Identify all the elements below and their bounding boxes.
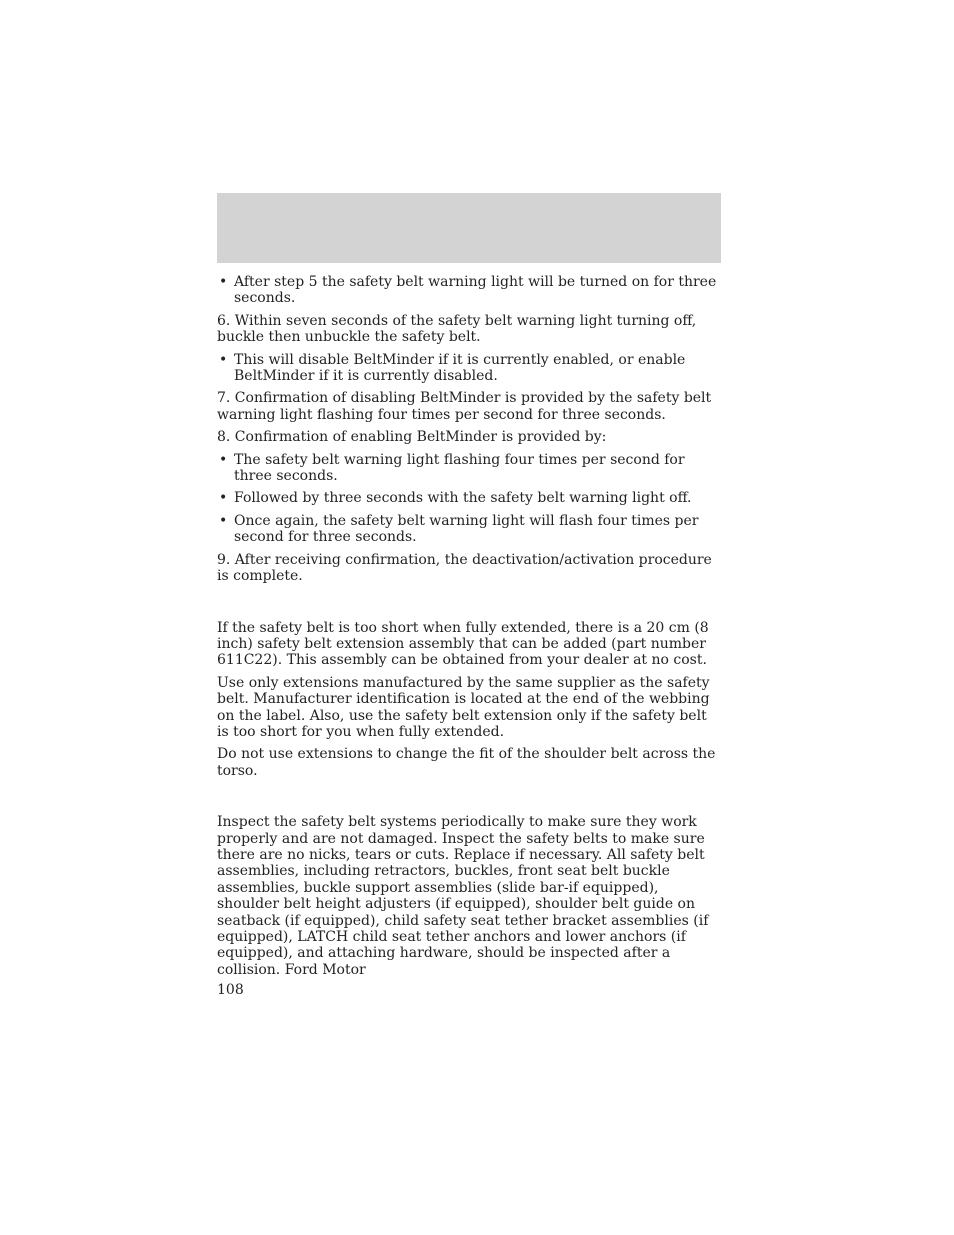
section-gap [217,591,717,620]
list-item-text: After step 5 the safety belt warning light will be turned on for three seconds. [234,274,717,307]
list-item [217,452,717,485]
extension-paragraph-1: If the safety belt is too short when fully extended, there is a 20 cm (8 inch) safety belt extension assembly that can be added (part number 611C22). This assembly can be obtained from your dealer at no cost. [217,619,709,669]
header-band [217,193,721,263]
extension-paragraph-3: Do not use extensions to change the fit of the shoulder belt across the torso. [217,746,716,779]
bullet-icon: • [219,351,228,368]
list-item [217,490,717,506]
page-content [217,274,717,984]
step-6: 6. Within seven seconds of the safety belt warning light turning off, buckle then unbuckle the safety belt. [217,312,697,346]
list-item-text: This will disable BeltMinder if it is currently enabled, or enable BeltMinder if it is currently disabled. [234,351,686,385]
page-number: 108 [217,982,244,998]
list-item [217,274,717,307]
step-7: 7. Confirmation of disabling BeltMinder is provided by the safety belt warning light flashing four times per second for three seconds. [217,390,712,423]
list-item [217,352,717,385]
bullet-icon: • [219,490,228,507]
list-item [217,513,717,546]
list-item-text: Followed by three seconds with the safety belt warning light off. [234,490,692,507]
section-gap [217,785,717,814]
inspection-paragraph: Inspect the safety belt systems periodically to make sure they work properly and are not damaged. Inspect the safety belts to make sure there are no nicks, tears or cuts. Replace if necessary. All safety belt assemblies, including retractors, buckles, front seat belt buckle assemblies, buckle support assemblies (slide bar-if equipped), shoulder belt height adjusters (if equipped), shoulder belt guide on seatback (if equipped), child safety seat tether bracket assemblies (if equipped), LATCH child seat tether anchors and lower anchors (if equipped), and attaching hardware, should be inspected after a collision. Ford Motor [217,814,709,978]
bullet-icon: • [219,512,228,529]
bullet-icon: • [219,274,228,290]
extension-paragraph-2: Use only extensions manufactured by the same supplier as the safety belt. Manufacturer identification is located at the end of the webbing on the label. Also, use the safety belt extension only if the safety belt is too short for you when fully extended. [217,674,710,740]
step-8: 8. Confirmation of enabling BeltMinder is provided by: [217,429,607,446]
bullet-icon: • [219,451,228,468]
step-9: 9. After receiving confirmation, the deactivation/activation procedure is complete. [217,551,712,585]
list-item-text: The safety belt warning light flashing four times per second for three seconds. [234,451,685,485]
list-item-text: Once again, the safety belt warning light will flash four times per second for three seconds. [234,512,699,546]
